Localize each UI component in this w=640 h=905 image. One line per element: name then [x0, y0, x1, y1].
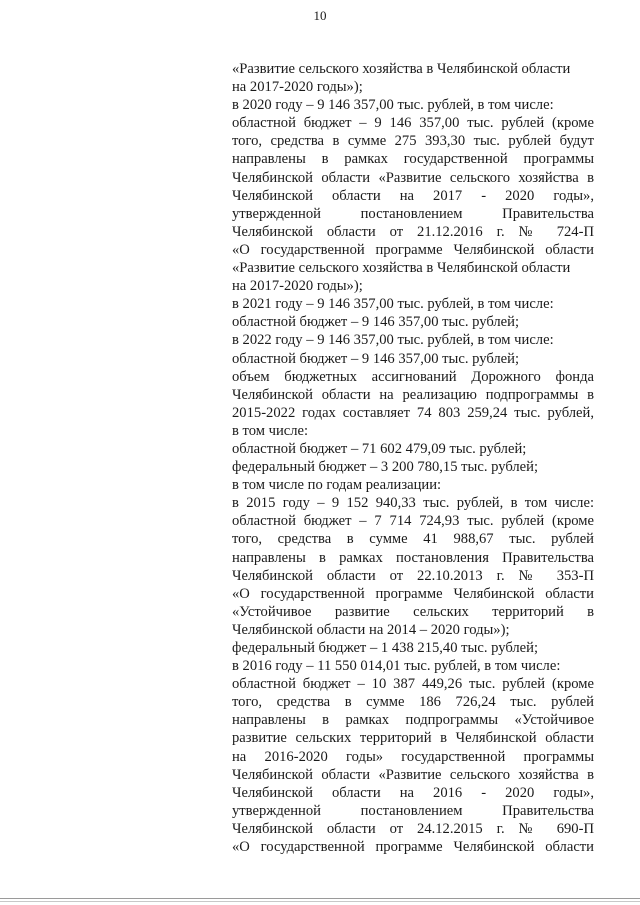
text-line: областной бюджет – 9 146 357,00 тыс. рублей (кроме [232, 115, 594, 132]
text-line: Челябинской области от 22.10.2013 г. № 353-П [232, 567, 594, 584]
text-line: областной бюджет – 71 602 479,09 тыс. рублей; [232, 440, 527, 457]
text-line: направлены в рамках постановления Правительства [232, 549, 594, 566]
text-line: областной бюджет – 9 146 357,00 тыс. рублей; [232, 314, 520, 331]
text-line: развитие сельских территорий в Челябинской области [232, 730, 594, 747]
text-line: областной бюджет – 10 387 449,26 тыс. рублей (кроме [232, 676, 594, 693]
text-line: на 2017-2020 годы»); [232, 278, 363, 295]
text-line: Челябинской области «Развитие сельского хозяйства в [232, 169, 594, 186]
text-line: Челябинской области от 24.12.2015 г. № 690-П [232, 820, 594, 837]
text-line: «О государственной программе Челябинской области [232, 241, 594, 258]
text-line: объем бюджетных ассигнований Дорожного фонда [232, 368, 594, 385]
text-line: «Развитие сельского хозяйства в Челябинской области [232, 260, 571, 277]
text-line: в 2021 году – 9 146 357,00 тыс. рублей, в том числе: [232, 296, 554, 313]
text-line: Челябинской области на реализацию подпрограммы в [232, 386, 594, 403]
text-line: утвержденной постановлением Правительства [232, 802, 594, 819]
text-line: федеральный бюджет – 3 200 780,15 тыс. рублей; [232, 459, 539, 476]
text-line: на 2016-2020 годы» государственной программы [232, 748, 594, 765]
text-line: Челябинской области на 2016 - 2020 годы», [232, 784, 594, 801]
text-line: в 2022 году – 9 146 357,00 тыс. рублей, в том числе: [232, 332, 554, 349]
text-line: Челябинской области на 2017 - 2020 годы», [232, 187, 594, 204]
text-line: направлены в рамках подпрограммы «Устойчивое [232, 712, 594, 729]
text-line: областной бюджет – 7 714 724,93 тыс. рублей (кроме [232, 513, 594, 530]
text-line: «Устойчивое развитие сельских территорий в [232, 603, 594, 620]
text-line: в том числе: [232, 422, 309, 439]
text-line: федеральный бюджет – 1 438 215,40 тыс. рублей; [232, 640, 539, 656]
text-line: того, средства в сумме 275 393,30 тыс. рублей будут [232, 133, 594, 150]
text-line: в 2016 году – 11 550 014,01 тыс. рублей, в том числе: [232, 658, 561, 675]
text-line: Челябинской области «Развитие сельского хозяйства в [232, 766, 594, 783]
text-line: того, средства в сумме 186 726,24 тыс. рублей [232, 694, 594, 711]
text-line: 2015-2022 годах составляет 74 803 259,24 тыс. рублей, [232, 404, 594, 421]
document-body [232, 60, 594, 856]
text-line: утвержденной постановлением Правительства [232, 205, 594, 222]
text-line: «О государственной программе Челябинской области [232, 839, 594, 856]
text-line: в 2015 году – 9 152 940,33 тыс. рублей, в том числе: [232, 495, 594, 512]
page-number: 10 [313, 8, 327, 23]
text-line: того, средства в сумме 41 988,67 тыс. рублей [232, 531, 594, 548]
text-line: в 2020 году – 9 146 357,00 тыс. рублей, в том числе: [232, 97, 554, 114]
text-line: в том числе по годам реализации: [232, 477, 442, 494]
text-line: областной бюджет – 9 146 357,00 тыс. рублей; [232, 350, 520, 367]
text-line: на 2017-2020 годы»); [232, 79, 363, 96]
footer-rule-secondary [0, 901, 640, 902]
text-line: направлены в рамках государственной программы [232, 151, 594, 168]
text-line: «О государственной программе Челябинской области [232, 585, 594, 602]
footer-rule [0, 898, 640, 899]
text-line: Челябинской области от 21.12.2016 г. № 724-П [232, 223, 594, 240]
text-line: Челябинской области на 2014 – 2020 годы»); [232, 621, 510, 638]
text-line: «Развитие сельского хозяйства в Челябинской области [232, 61, 571, 77]
